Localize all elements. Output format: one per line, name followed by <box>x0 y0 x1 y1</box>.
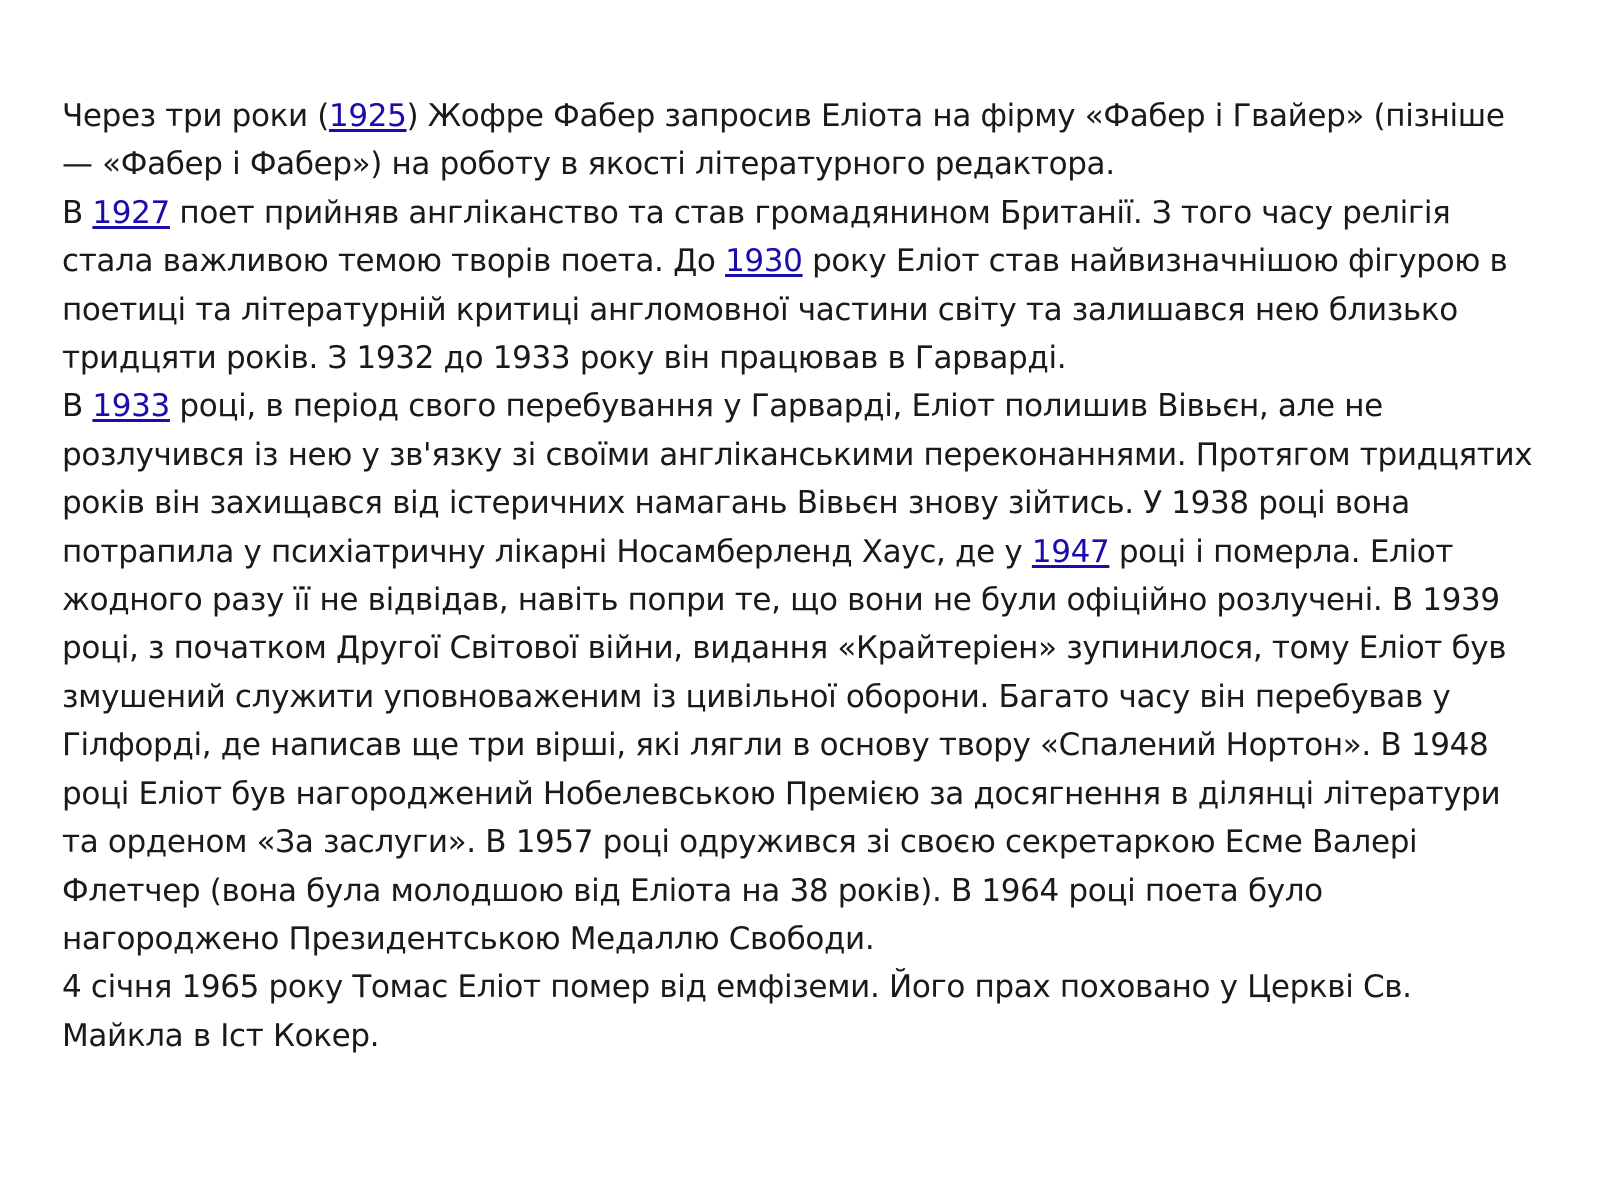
text-segment: ) Жофре Фабер запросив Еліота на фірму «Фабер і Гвайер» (пізніше — «Фабер і Фабер») на роботу в якості літературного редактора. <box>62 98 1505 183</box>
year-link-1925[interactable]: 1925 <box>329 98 407 134</box>
text-segment: році, в період свого перебування у Гарварді, Еліот полишив Вівьєн, але не розлучився із нею у зв'язку зі своїми англіканськими переконаннями. Протягом тридцятих років він захищався від істеричних намагань Вівьєн знову зійтись. У 1938 році вона потрапила у психіатричну лікарні Носамберленд Хаус, де у <box>62 388 1533 570</box>
year-link-1927[interactable]: 1927 <box>92 194 170 231</box>
paragraph-1933 <box>62 382 1542 963</box>
paragraph-1965 <box>62 963 1542 1060</box>
year-link-1933[interactable]: 1933 <box>92 388 170 425</box>
year-link-1947[interactable]: 1947 <box>1031 533 1110 570</box>
text-segment: року Еліот став найвизначнішою фігурою в поетиці та літературній критиці англомовної частини світу та залишався нею близько тридцяти років. З 1932 до 1933 року він працював в Гарварді. <box>62 243 1508 377</box>
text-segment: В <box>62 194 93 231</box>
text-segment: Через три роки ( <box>62 98 330 134</box>
year-link-1930[interactable]: 1930 <box>725 243 803 280</box>
text-segment: поет прийняв англіканство та став громадянином Британії. З того часу релігія стала важливою темою творів поета. До <box>62 194 1451 280</box>
biography-text <box>62 92 1542 1060</box>
paragraph-1927 <box>62 189 1542 383</box>
text-segment: році і померла. Еліот жодного разу її не відвідав, навіть попри те, що вони не були офіційно розлучені. В 1939 році, з початком Другої Світової війни, видання «Крайтеріен» зупинилося, тому Еліот був змушений служити уповноваженим із цивільної оборони. Багато часу він перебував у Гілфорді, де написав ще три вірші, які лягли в основу твору «Спалений Нортон». В 1948 році Еліот був нагороджений Нобелевською Премією за досягнення в ділянці літератури та орденом «За заслуги». В 1957 році одружився зі своєю секретаркою Есме Валері Флетчер (вона була молодшою від Еліота на 38 років). В 1964 році поета було нагороджено Президентською Медаллю Свободи. <box>62 533 1507 957</box>
paragraph-1925 <box>62 92 1542 189</box>
text-segment: 4 січня 1965 року Томас Еліот помер від емфіземи. Його прах поховано у Церкві Св. Майкла в Іст Кокер. <box>62 969 1412 1054</box>
text-segment: В <box>62 388 93 425</box>
